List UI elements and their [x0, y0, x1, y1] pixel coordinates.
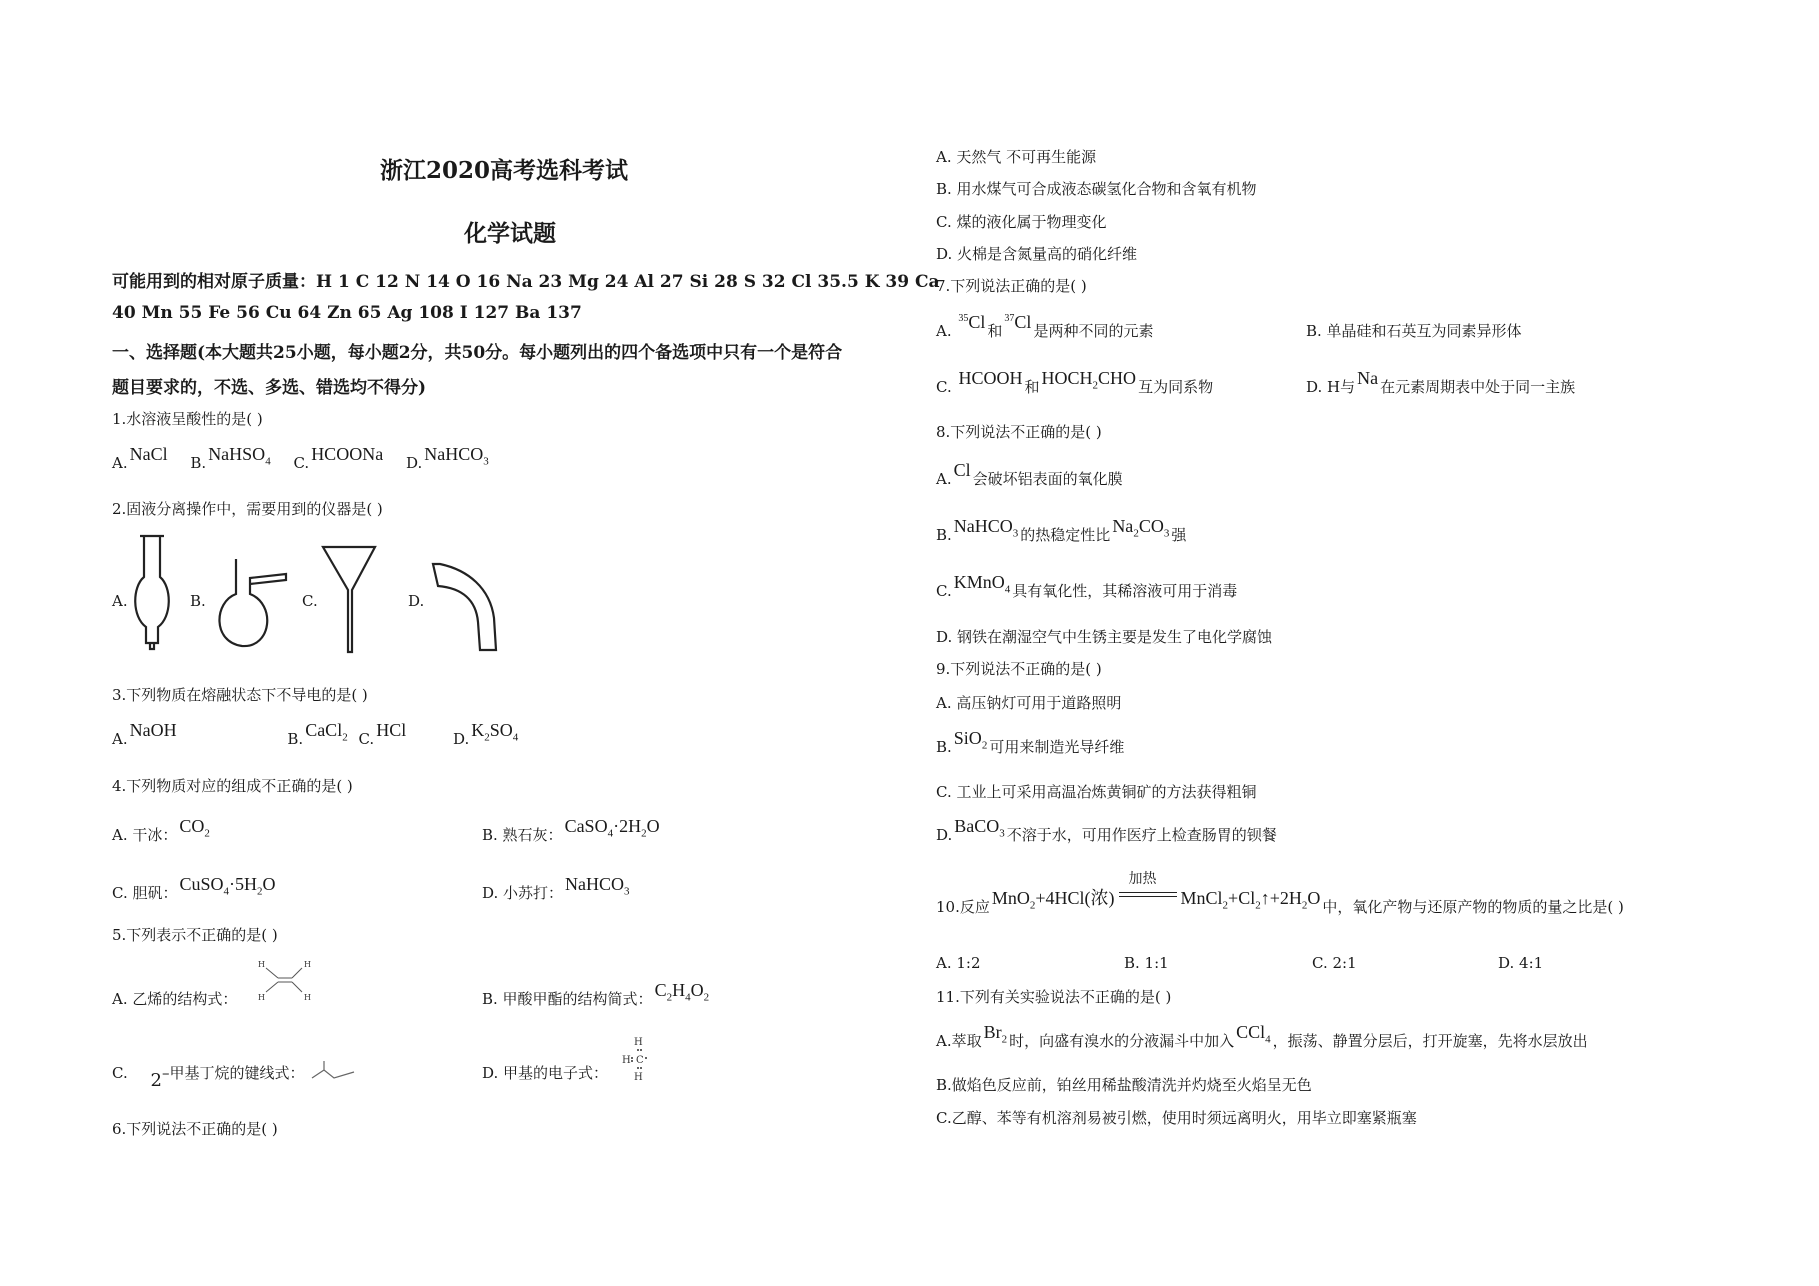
q8-option-d: D. 钢铁在潮湿空气中生锈主要是发生了电化学腐蚀	[936, 628, 1273, 646]
q8-formula-na2co3: $Na_2CO_3$	[1112, 516, 1170, 540]
q3-options	[112, 720, 520, 752]
q3-option-d: D.	[453, 730, 470, 748]
svg-text:H: H	[258, 993, 265, 1002]
methylbutane-skeletal-icon	[310, 1060, 356, 1086]
q8-stem: 8.下列说法不正确的是( )	[936, 423, 1102, 441]
q8-option-c: C. KMnO$_4$ 具有氧化性，其稀溶液可用于消毒	[936, 572, 1238, 600]
q4-option-d: D. 小苏打： NaHCO$_3$	[482, 874, 630, 902]
q7-stem: 7.下列说法正确的是( )	[936, 277, 1087, 295]
q7-formula-hcooh: HCOOH	[958, 368, 1023, 388]
q4-formula-d: NaHCO$_3$	[565, 874, 630, 898]
q2-option-c: C.	[302, 592, 318, 610]
q1-option-c: C.	[293, 454, 310, 472]
q1-formula-d: NaHCO$_3$	[424, 444, 489, 468]
q3-formula-d: $K_2SO_4$	[471, 720, 519, 744]
q3-option-b: B.	[287, 730, 304, 748]
q8-option-b: B. NaHCO$_3$ 的热稳定性比 $Na_2CO_3$ 强	[936, 516, 1187, 544]
q6-option-a: A. 天然气 不可再生能源	[936, 148, 1097, 166]
q3-option-a: A.	[112, 730, 128, 748]
q3-formula-c: HCl	[376, 720, 407, 740]
q11-formula-br2: $Br_2$	[983, 1022, 1008, 1046]
q11-option-a: A.萃取 $Br_2$ 时，向盛有溴水的分液漏斗中加入 CCl$_4$ ，振荡、静置分层后，打开旋塞，先将水层放出	[936, 1022, 1588, 1050]
condenser-tube-icon	[430, 560, 502, 654]
q4-option-c: C. 胆矾： $CuSO_4\cdot 5H_2O$	[112, 874, 276, 902]
q1-option-a: A.	[112, 454, 128, 472]
q6-option-d: D. 火棉是含氮量高的硝化纤维	[936, 245, 1138, 263]
svg-text:H: H	[634, 1037, 643, 1048]
section-heading-line1: 一、选择题(本大题共25小题，每小题2分，共50分。每小题列出的四个备选项中只有一个是符合	[112, 343, 843, 363]
q1-formula-b: NaHSO$_4$	[208, 444, 271, 468]
atomic-masses-line1: 可能用到的相对原子质量：H 1 C 12 N 14 O 16 Na 23 Mg 24 Al 27 Si 28 S 32 Cl 35.5 K 39 Ca	[112, 272, 940, 292]
q2-option-b: B.	[190, 592, 206, 610]
q10-condition: 加热	[1128, 871, 1157, 887]
svg-text:C: C	[636, 1055, 644, 1066]
svg-text:H: H	[304, 993, 311, 1002]
q7-option-d: D. H与 Na 在元素周期表中处于同一主族	[1306, 368, 1576, 396]
q7-option-c: C. HCOOH 和 $HOCH_2CHO$ 互为同系物	[936, 368, 1214, 396]
q5-stem: 5.下列表示不正确的是( )	[112, 926, 278, 944]
exam-title: 浙江2020高考选科考试	[380, 157, 629, 184]
q3-formula-a: NaOH	[129, 720, 177, 740]
q9-formula-baco3: BaCO$_3$	[954, 816, 1005, 840]
q7-isotope-37: $^{37}$Cl	[1004, 312, 1032, 332]
q9-option-a: A. 高压钠灯可用于道路照明	[936, 694, 1122, 712]
q10-equation-left: MnO$_2$+4HCl(浓)	[991, 888, 1115, 912]
q4-option-b: B. 熟石灰： $CaSO_4\cdot 2H_2O$	[482, 816, 660, 844]
distillation-flask-icon	[210, 556, 300, 652]
q3-option-c: C.	[358, 730, 375, 748]
section-heading-line2: 题目要求的，不选、多选、错选均不得分)	[112, 378, 427, 398]
q5-option-b: B. 甲酸甲酯的结构简式： $C_2H_4O_2$	[482, 980, 710, 1008]
svg-text:H: H	[304, 960, 311, 969]
separatory-funnel-icon	[130, 533, 174, 651]
q10-option-d: D. 4:1	[1498, 954, 1544, 972]
q7-formula-na: Na	[1357, 368, 1379, 388]
q9-formula-sio2: SiO$_2$	[953, 728, 988, 752]
exam-subtitle: 化学试题	[464, 220, 556, 247]
q6-option-c: C. 煤的液化属于物理变化	[936, 213, 1107, 231]
svg-text:H: H	[258, 960, 265, 969]
q8-formula-kmno4: KMnO$_4$	[953, 572, 1011, 596]
atomic-masses-line2: 40 Mn 55 Fe 56 Cu 64 Zn 65 Ag 108 I 127 Ba 137	[112, 303, 582, 323]
q2-option-d: D.	[408, 592, 425, 610]
q5-c-number: 2	[150, 1070, 162, 1091]
q1-options	[112, 444, 491, 476]
q11-option-b: B.做焰色反应前，铂丝用稀盐酸清洗并灼烧至火焰呈无色	[936, 1076, 1312, 1094]
q1-formula-c: HCOONa	[311, 444, 384, 464]
q7-isotope-35: $^{35}$Cl	[958, 312, 986, 332]
q4-formula-b: $CaSO_4\cdot 2H_2O$	[564, 816, 660, 840]
q2-stem: 2.固液分离操作中，需要用到的仪器是( )	[112, 500, 383, 518]
q9-option-b: B. SiO$_2$ 可用来制造光导纤维	[936, 728, 1125, 756]
q11-stem: 11.下列有关实验说法不正确的是( )	[936, 988, 1172, 1006]
q8-formula-nahco3: NaHCO$_3$	[953, 516, 1019, 540]
q10-option-c: C. 2:1	[1312, 954, 1357, 972]
q4-formula-a: $CO_2$	[179, 816, 210, 840]
q4-stem: 4.下列物质对应的组成不正确的是( )	[112, 777, 353, 795]
q7-formula-hoch2cho: $HOCH_2CHO$	[1041, 368, 1137, 392]
q7-option-a: A. $^{35}$Cl 和$^{37}$Cl 是两种不同的元素	[936, 312, 1154, 340]
q10-option-a: A. 1:2	[936, 954, 981, 972]
q1-option-b: B.	[190, 454, 207, 472]
q10-stem: 10.反应 MnO$_2$+4HCl(浓) 加热 $MnCl_2+Cl_2↑+2H_2O$ 中，氧化产物与还原产物的物质的量之比是( )	[936, 892, 1624, 920]
methyl-electron-dot-icon	[622, 1036, 656, 1082]
q6-stem: 6.下列说法不正确的是( )	[112, 1120, 278, 1138]
q8-formula-cl: Cl	[953, 460, 971, 480]
svg-text:H: H	[634, 1072, 643, 1082]
q10-option-b: B. 1:1	[1124, 954, 1169, 972]
q7-option-b: B. 单晶硅和石英互为同素异形体	[1306, 322, 1522, 340]
q11-option-c: C.乙醇、苯等有机溶剂易被引燃，使用时须远离明火，用毕立即塞紧瓶塞	[936, 1109, 1417, 1127]
funnel-icon	[320, 544, 378, 654]
q3-stem: 3.下列物质在熔融状态下不导电的是( )	[112, 686, 368, 704]
q2-option-a: A.	[112, 592, 128, 610]
q10-heat-arrow	[1117, 871, 1179, 906]
q11-formula-ccl4: CCl$_4$	[1236, 1022, 1271, 1046]
svg-text:H: H	[622, 1055, 631, 1066]
q1-formula-a: NaCl	[129, 444, 168, 464]
q9-option-c: C. 工业上可采用高温冶炼黄铜矿的方法获得粗铜	[936, 783, 1257, 801]
q10-equation-right: $MnCl_2+Cl_2↑+2H_2O$	[1180, 888, 1321, 912]
q5-formula-b: $C_2H_4O_2$	[654, 980, 710, 1004]
q1-stem: 1.水溶液呈酸性的是( )	[112, 410, 263, 428]
q4-option-a: A. 干冰： $CO_2$	[112, 816, 210, 844]
ethylene-structure-icon	[258, 958, 318, 1002]
q5-option-a: A. 乙烯的结构式：	[112, 990, 238, 1008]
q5-option-d: D. 甲基的电子式：	[482, 1064, 609, 1082]
q9-stem: 9.下列说法不正确的是( )	[936, 660, 1102, 678]
q5-option-c: C. 2–甲基丁烷的键线式：	[112, 1064, 305, 1091]
q6-option-b: B. 用水煤气可合成液态碳氢化合物和含氧有机物	[936, 180, 1257, 198]
q8-option-a: A. Cl 会破坏铝表面的氧化膜	[936, 460, 1123, 488]
q1-option-d: D.	[405, 454, 423, 472]
q3-formula-b: CaCl$_2$	[305, 720, 348, 744]
q4-formula-c: $CuSO_4\cdot 5H_2O$	[179, 874, 276, 898]
q9-option-d: D. BaCO$_3$ 不溶于水，可用作医疗上检查肠胃的钡餐	[936, 816, 1277, 844]
